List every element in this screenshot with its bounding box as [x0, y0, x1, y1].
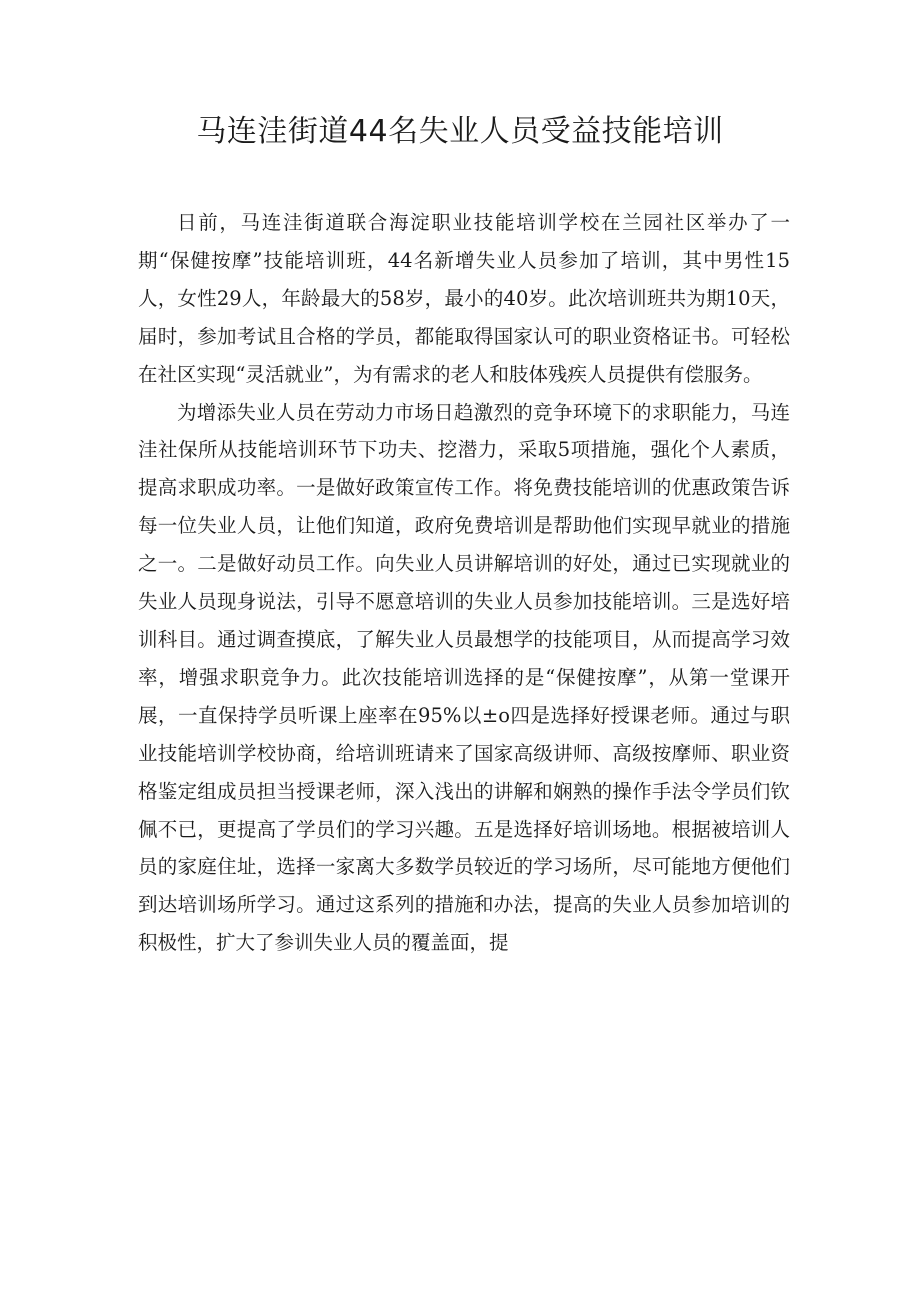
document-title: 马连洼街道44名失业人员受益技能培训	[196, 114, 724, 149]
paragraph-1: 日前，马连洼街道联合海淀职业技能培训学校在兰园社区举办了一期“保健按摩”技能培训班，44名新增失业人员参加了培训，其中男性15人，女性29人，年龄最大的58岁，最小的40岁。此次培训班共为期10天，届时，参加考试且合格的学员，都能取得国家认可的职业资格证书。可轻松在社区实现“灵活就业”，为有需求的老人和肢体残疾人员提供有偿服务。	[138, 211, 790, 386]
document-body	[138, 204, 790, 962]
paragraph-2: 为增添失业人员在劳动力市场日趋激烈的竞争环境下的求职能力，马连洼社保所从技能培训环节下功夫、挖潜力，采取5项措施，强化个人素质，提高求职成功率。一是做好政策宣传工作。将免费技能培训的优惠政策告诉每一位失业人员，让他们知道，政府免费培训是帮助他们实现早就业的措施之一。二是做好动员工作。向失业人员讲解培训的好处，通过已实现就业的失业人员现身说法，引导不愿意培训的失业人员参加技能培训。三是选好培训科目。通过调查摸底，了解失业人员最想学的技能项目，从而提高学习效率，增强求职竞争力。此次技能培训选择的是“保健按摩”，从第一堂课开展，一直保持学员听课上座率在95%以±o四是选择好授课老师。通过与职业技能培训学校协商，给培训班请来了国家高级讲师、高级按摩师、职业资格鉴定组成员担当授课老师，深入浅出的讲解和娴熟的操作手法令学员们钦佩不已，更提高了学员们的学习兴趣。五是选择好培训场地。根据被培训人员的家庭住址，选择一家离大多数学员较近的学习场所，尽可能地方便他们到达培训场所学习。通过这系列的措施和办法，提高的失业人员参加培训的积极性，扩大了参训失业人员的覆盖面，提	[138, 400, 790, 955]
